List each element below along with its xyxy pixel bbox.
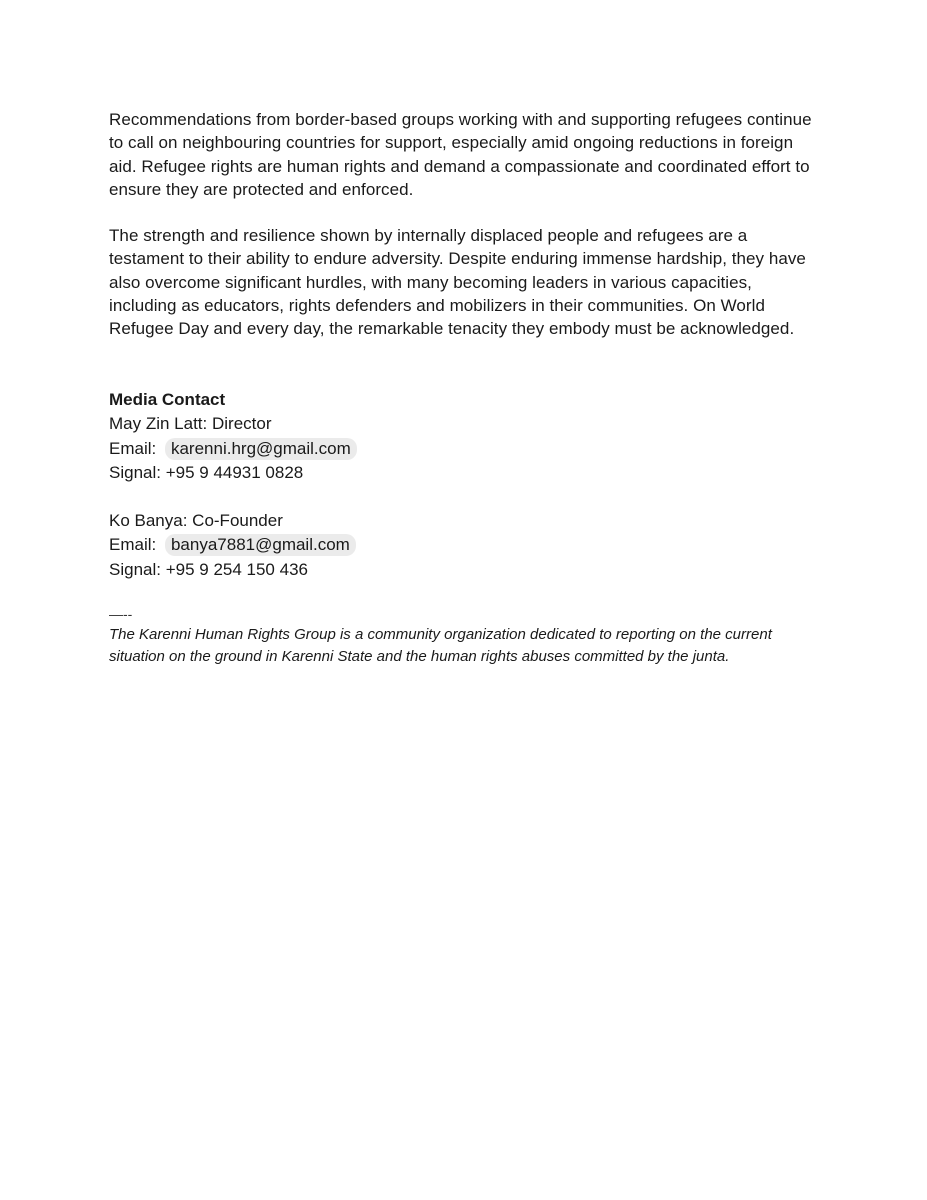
document-body: [109, 108, 819, 667]
organization-about: The Karenni Human Rights Group is a community organization dedicated to reporting on the current situation on the ground in Karenni State and the human rights abuses committed by the junta.: [109, 626, 772, 665]
contact-card-cofounder: [109, 509, 819, 583]
email-label: Email:: [109, 535, 157, 555]
email-chip-link[interactable]: karenni.hrg@gmail.com: [165, 438, 357, 460]
paragraph-recommendations: Recommendations from border-based groups working with and supporting refugees continue to call on neighbouring countries for support, especially amid ongoing reductions in foreign aid. Refugee rights are human rights and demand a compassionate and coordinated effort to ensure they are protected and enforced.: [109, 110, 812, 199]
media-contact-heading: Media Contact: [109, 389, 226, 409]
email-label: Email:: [109, 438, 157, 458]
section-divider: —--: [109, 606, 133, 623]
contact-email-row: [109, 437, 819, 462]
contact-name-role: May Zin Latt: Director: [109, 414, 272, 434]
contact-card-director: [109, 412, 819, 486]
paragraph-resilience: The strength and resilience shown by internally displaced people and refugees are a testament to their ability to endure adversity. Despite enduring immense hardship, they have also overcome significant hurdles, with many becoming leaders in various capacities, including as educators, rights defenders and mobilizers in their communities. On World Refugee Day and every day, the remarkable tenacity they embody must be acknowledged.: [109, 226, 806, 339]
contact-signal: Signal: +95 9 254 150 436: [109, 559, 308, 579]
email-chip-link[interactable]: banya7881@gmail.com: [165, 534, 356, 556]
contact-email-row: [109, 533, 819, 558]
contact-signal: Signal: +95 9 44931 0828: [109, 463, 304, 483]
media-contact-section: [109, 388, 819, 583]
contact-name-role: Ko Banya: Co-Founder: [109, 510, 283, 530]
contact-spacer: [109, 486, 819, 509]
